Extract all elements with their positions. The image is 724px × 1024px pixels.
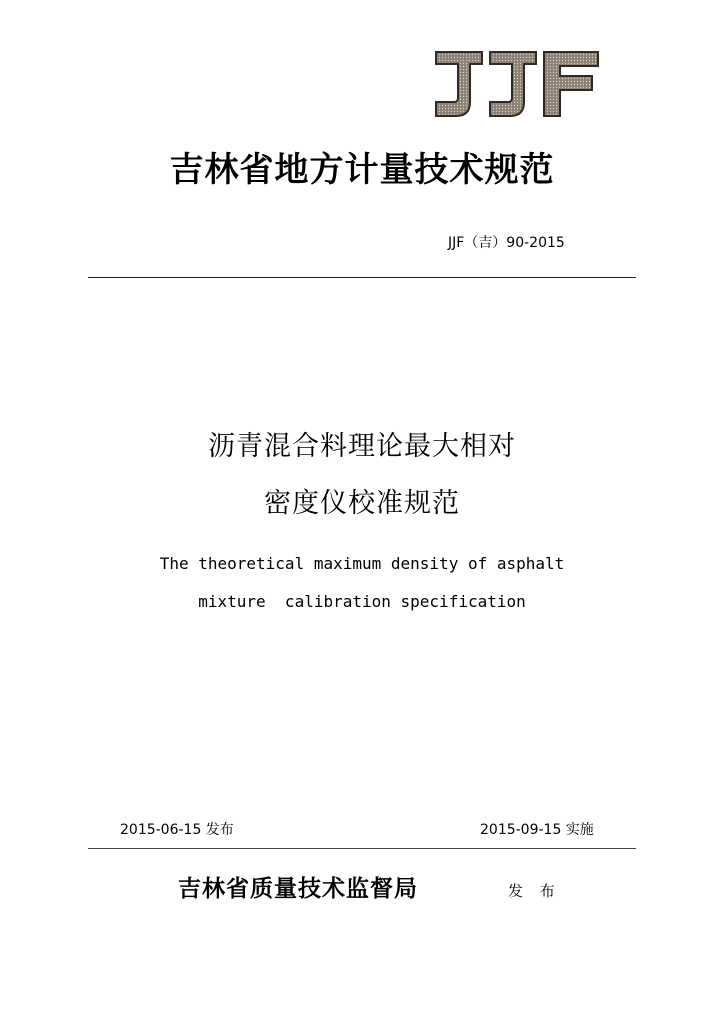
org-title: 吉林省地方计量技术规范 <box>169 150 555 190</box>
title-en-line-1: The theoretical maximum density of asphalt <box>159 554 565 573</box>
implement-date: 2015-09-15 实施 <box>480 822 594 838</box>
title-zh-line-2: 密度仪校准规范 <box>264 488 460 519</box>
issuing-authority: 吉林省质量技术监督局 <box>178 875 418 902</box>
jjf-logo-mark <box>432 50 600 118</box>
standard-code: JJF（吉）90-2015 <box>448 235 565 251</box>
title-zh-line-1: 沥青混合料理论最大相对 <box>208 431 516 462</box>
issue-label: 发 布 <box>508 882 561 900</box>
bottom-divider <box>88 848 636 849</box>
jjf-logo <box>432 50 600 118</box>
publish-date: 2015-06-15 发布 <box>120 822 234 838</box>
title-en-line-2: mixture calibration specification <box>198 592 526 611</box>
top-divider <box>88 277 636 278</box>
